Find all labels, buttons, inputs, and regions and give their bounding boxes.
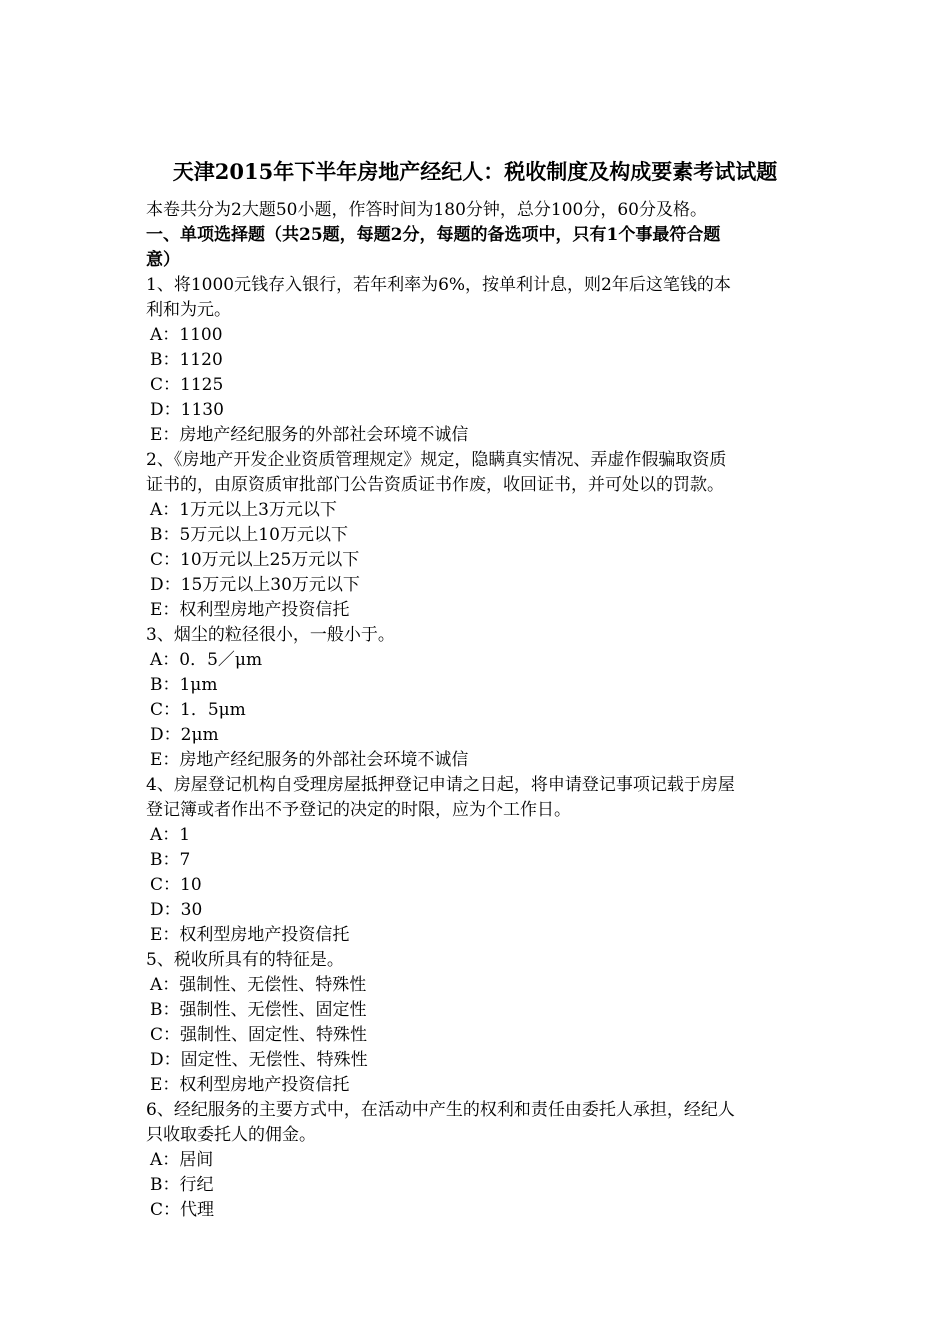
option-c: C：代理 xyxy=(150,1200,215,1220)
option-a: A：强制性、无偿性、特殊性 xyxy=(150,975,367,995)
question-text: 利和为元。 xyxy=(146,300,231,320)
option-c: C：1．5μm xyxy=(150,700,246,720)
option-d: D：30 xyxy=(150,900,203,920)
option-e: E：房地产经纪服务的外部社会环境不诚信 xyxy=(150,750,469,770)
option-b: B：强制性、无偿性、固定性 xyxy=(150,1000,367,1020)
option-a: A：1100 xyxy=(150,325,223,345)
question-1 xyxy=(146,273,814,448)
question-5 xyxy=(146,948,814,1098)
section-heading-continued: 意） xyxy=(146,250,180,270)
question-6 xyxy=(146,1098,814,1223)
question-text: 证书的，由原资质审批部门公告资质证书作废，收回证书，并可处以的罚款。 xyxy=(146,475,724,495)
option-c: C：强制性、固定性、特殊性 xyxy=(150,1025,368,1045)
exam-intro: 本卷共分为2大题50小题，作答时间为180分钟，总分100分，60分及格。 xyxy=(146,200,707,220)
option-a: A：1万元以上3万元以下 xyxy=(150,500,337,520)
document-title: 天津2015年下半年房地产经纪人：税收制度及构成要素考试试题 xyxy=(172,159,778,184)
option-e: E：权利型房地产投资信托 xyxy=(150,600,350,620)
question-text: 只收取委托人的佣金。 xyxy=(146,1125,316,1145)
question-text: 2、《房地产开发企业资质管理规定》规定，隐瞒真实情况、弄虚作假骗取资质 xyxy=(146,450,727,470)
option-d: D：固定性、无偿性、特殊性 xyxy=(150,1050,368,1070)
option-b: B：1120 xyxy=(150,350,223,370)
option-b: B：1μm xyxy=(150,675,218,695)
option-a: A：0．5／μm xyxy=(150,650,263,670)
option-b: B：行纪 xyxy=(150,1175,214,1195)
option-c: C：10万元以上25万元以下 xyxy=(150,550,360,570)
option-e: E：权利型房地产投资信托 xyxy=(150,1075,350,1095)
question-text: 登记簿或者作出不予登记的决定的时限，应为个工作日。 xyxy=(146,800,571,820)
option-c: C：10 xyxy=(150,875,202,895)
option-d: D：15万元以上30万元以下 xyxy=(150,575,360,595)
option-a: A：居间 xyxy=(150,1150,214,1170)
question-2 xyxy=(146,448,814,623)
document-body xyxy=(146,198,814,1223)
question-text: 5、税收所具有的特征是。 xyxy=(146,950,344,970)
option-a: A：1 xyxy=(150,825,191,845)
option-e: E：权利型房地产投资信托 xyxy=(150,925,350,945)
option-d: D：2μm xyxy=(150,725,219,745)
section-heading: 一、单项选择题（共25题，每题2分，每题的备选项中，只有1个事最符合题 xyxy=(146,225,721,245)
question-text: 6、经纪服务的主要方式中，在活动中产生的权利和责任由委托人承担，经纪人 xyxy=(146,1100,735,1120)
question-4 xyxy=(146,773,814,948)
question-text: 4、房屋登记机构自受理房屋抵押登记申请之日起，将申请登记事项记载于房屋 xyxy=(146,775,735,795)
option-c: C：1125 xyxy=(150,375,224,395)
option-b: B：7 xyxy=(150,850,191,870)
question-text: 1、将1000元钱存入银行，若年利率为6%，按单利计息，则2年后这笔钱的本 xyxy=(146,275,731,295)
question-3 xyxy=(146,623,814,773)
option-b: B：5万元以上10万元以下 xyxy=(150,525,348,545)
question-text: 3、烟尘的粒径很小，一般小于。 xyxy=(146,625,395,645)
option-d: D：1130 xyxy=(150,400,224,420)
option-e: E：房地产经纪服务的外部社会环境不诚信 xyxy=(150,425,469,445)
